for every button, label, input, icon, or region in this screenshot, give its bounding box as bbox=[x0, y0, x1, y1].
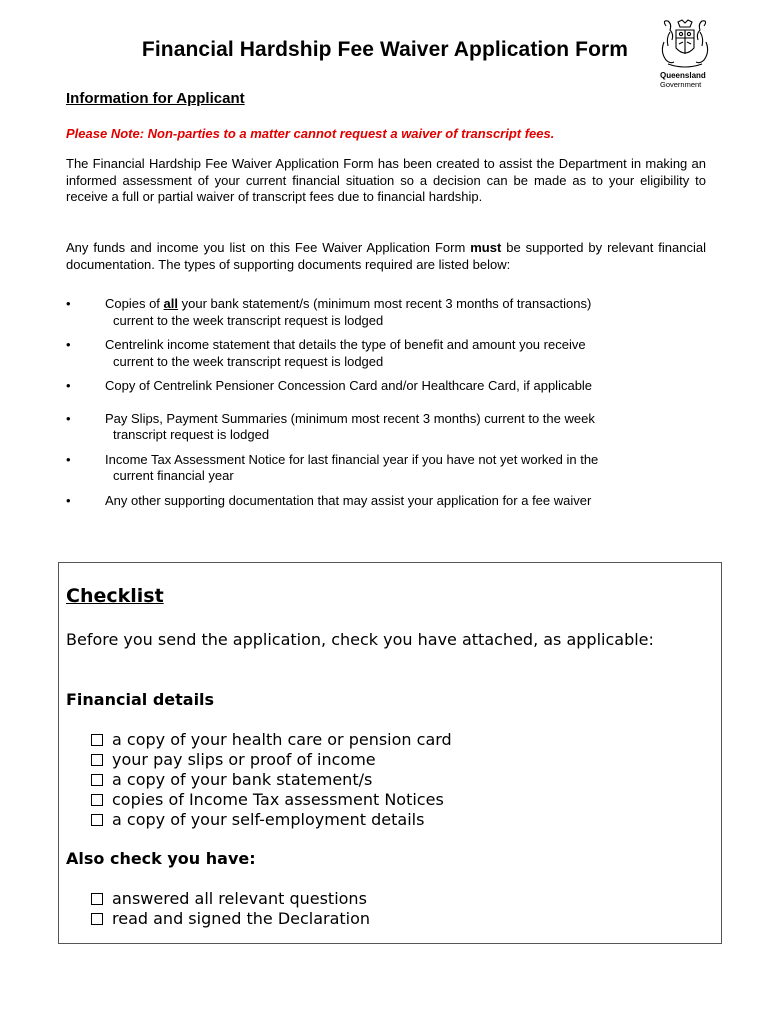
checklist-title: Checklist bbox=[66, 585, 164, 607]
also-check-heading: Also check you have: bbox=[66, 849, 256, 868]
info-heading: Information for Applicant bbox=[66, 90, 245, 107]
checklist-item[interactable]: copies of Income Tax assessment Notices bbox=[91, 790, 452, 810]
checklist-item[interactable]: answered all relevant questions bbox=[91, 889, 370, 909]
checklist-item[interactable]: your pay slips or proof of income bbox=[91, 750, 452, 770]
financial-checklist bbox=[91, 730, 452, 830]
checkbox[interactable] bbox=[91, 794, 103, 806]
list-item: • Pay Slips, Payment Summaries (minimum most recent 3 months) current to the week transcript request is lodged bbox=[66, 410, 595, 442]
list-item: • Copy of Centrelink Pensioner Concession Card and/or Healthcare Card, if applicable bbox=[66, 378, 593, 393]
checkbox[interactable] bbox=[91, 734, 103, 746]
checklist-item[interactable]: a copy of your self-employment details bbox=[91, 810, 452, 830]
checklist-item[interactable]: a copy of your bank statement/s bbox=[91, 770, 452, 790]
checklist-panel bbox=[58, 562, 722, 944]
logo-line-1: Queensland bbox=[660, 71, 706, 80]
documents-list bbox=[66, 296, 718, 517]
checklist-intro: Before you send the application, check you have attached, as applicable: bbox=[66, 630, 654, 649]
also-checklist bbox=[91, 889, 370, 929]
checkbox[interactable] bbox=[91, 814, 103, 826]
logo-line-2: Government bbox=[660, 80, 702, 89]
checkbox[interactable] bbox=[91, 754, 103, 766]
checklist-item[interactable]: read and signed the Declaration bbox=[91, 909, 370, 929]
intro-paragraph: The Financial Hardship Fee Waiver Application Form has been created to assist the Department in making an informed assessment of your current financial situation so a decision can be made as to your eligibility to receive a full or partial waiver of transcript fees due to financial hardship. bbox=[66, 156, 706, 204]
checkbox[interactable] bbox=[91, 913, 103, 925]
checkbox[interactable] bbox=[91, 893, 103, 905]
list-item: • Income Tax Assessment Notice for last financial year if you have not yet worked in the current financial year bbox=[66, 451, 599, 483]
financial-details-heading: Financial details bbox=[66, 690, 215, 709]
funds-paragraph: Any funds and income you list on this Fee Waiver Application Form must be supported by relevant financial documentation. The types of supporting documents required are listed below: bbox=[66, 240, 706, 272]
list-item: • Any other supporting documentation that may assist your application for a fee waiver bbox=[66, 492, 592, 508]
list-item: • Copies of all your bank statement/s (minimum most recent 3 months of transactions) current to the week transcript request is lodged bbox=[66, 296, 592, 328]
non-parties-note: Please Note: Non-parties to a matter cannot request a waiver of transcript fees. bbox=[66, 126, 555, 141]
checklist-item[interactable]: a copy of your health care or pension card bbox=[91, 730, 452, 750]
checkbox[interactable] bbox=[91, 774, 103, 786]
list-item: • Centrelink income statement that details the type of benefit and amount you receive current to the week transcript request is lodged bbox=[66, 337, 586, 369]
page-title: Financial Hardship Fee Waiver Application Form bbox=[141, 38, 629, 61]
